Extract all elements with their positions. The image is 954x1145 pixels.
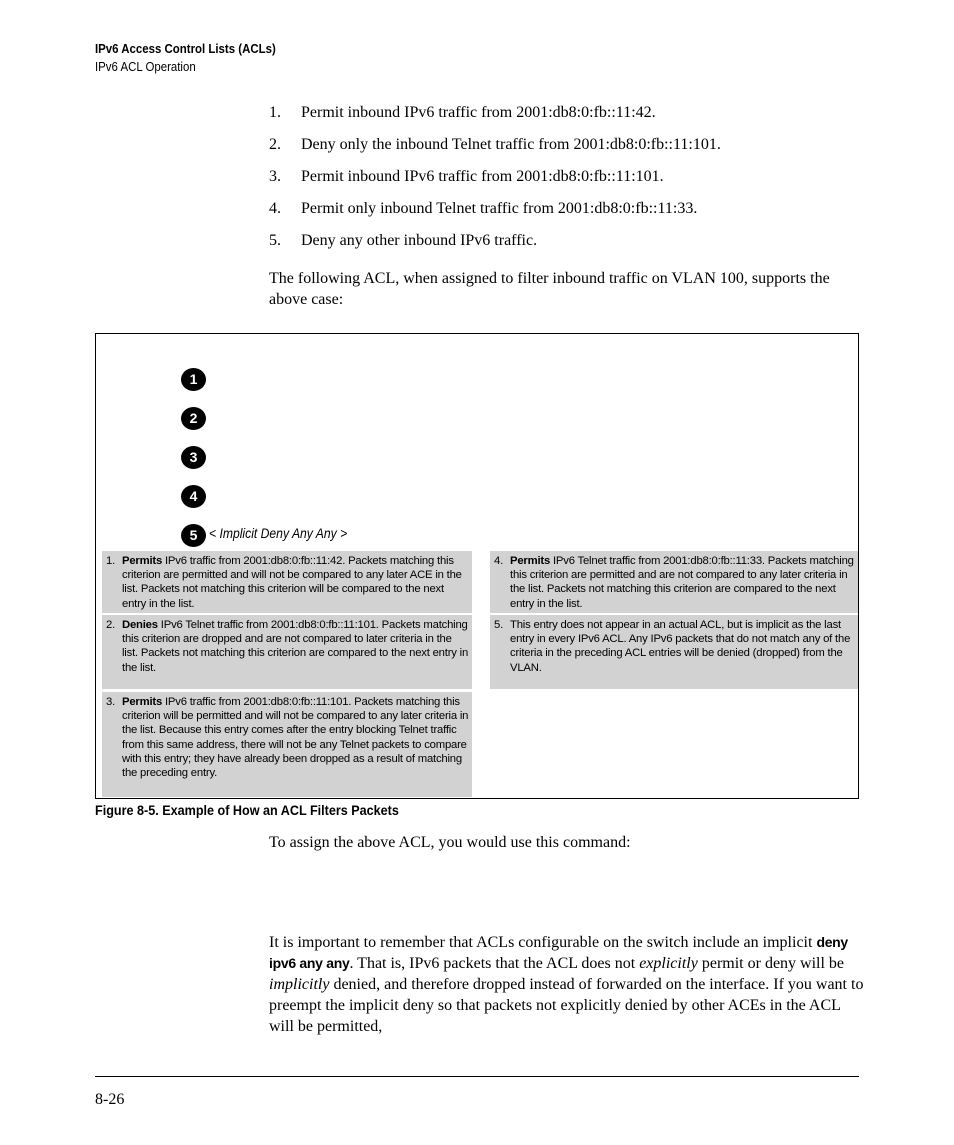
note-body: This entry does not appear in an actual ACL, but is implicit as the last entry in every IPv6 ACL. Any IPv6 packets that do not match any of the criteria in the preceding ACL entries will be denied (dropped) from the VLAN. bbox=[510, 619, 851, 674]
footer-divider bbox=[95, 1076, 859, 1077]
steps-list bbox=[269, 104, 869, 264]
note-body: IPv6 Telnet traffic from 2001:db8:0:fb::11:33. Packets matching this criterion are permitted and are not compared to any later criteria in the list. Packets not matching this criterion are compared to the next entry in the list. bbox=[510, 555, 854, 610]
entry-badge-3: 3 bbox=[181, 446, 206, 469]
closing-text-4: denied, and therefore dropped instead of forwarded on the interface. If you want to preempt the implicit deny so that packets not explicitly denied by other ACEs in the ACL will be permitted, bbox=[269, 976, 864, 1035]
note-text bbox=[510, 554, 856, 611]
entry-badge-2: 2 bbox=[181, 407, 206, 430]
step-number: 3. bbox=[269, 168, 281, 185]
note-body: IPv6 Telnet traffic from 2001:db8:0:fb::11:101. Packets matching this criterion are dropped and are not compared to later criteria in the list. Packets not matching this criterion are compared to the next entry in the list. bbox=[122, 619, 469, 674]
entry-badge-5: 5 bbox=[181, 524, 206, 547]
note-text bbox=[122, 618, 470, 675]
step-number: 5. bbox=[269, 232, 281, 249]
running-header-title: IPv6 Access Control Lists (ACLs) bbox=[95, 41, 276, 56]
note-keyword: Permits bbox=[122, 555, 163, 567]
note-box-1 bbox=[102, 551, 472, 613]
list-item bbox=[269, 104, 869, 136]
step-number: 4. bbox=[269, 200, 281, 217]
note-box-3 bbox=[102, 692, 472, 797]
step-text: Permit only inbound Telnet traffic from 2001:db8:0:fb::11:33. bbox=[301, 200, 698, 217]
note-number: 5. bbox=[494, 619, 504, 631]
list-item bbox=[269, 232, 869, 264]
note-box-4 bbox=[490, 551, 858, 613]
entry-badge-1: 1 bbox=[181, 368, 206, 391]
acl-figure bbox=[95, 333, 859, 799]
step-number: 1. bbox=[269, 104, 281, 121]
closing-command-bold: deny ipv6 any any bbox=[269, 934, 848, 971]
entry-badge-4: 4 bbox=[181, 485, 206, 508]
closing-text-3: permit or deny will be bbox=[697, 955, 845, 972]
command-paragraph: To assign the above ACL, you would use this command: bbox=[269, 834, 631, 851]
note-keyword: Denies bbox=[122, 619, 158, 631]
figure-caption: Figure 8-5. Example of How an ACL Filters Packets bbox=[95, 802, 399, 818]
step-text: Permit inbound IPv6 traffic from 2001:db8:0:fb::11:101. bbox=[301, 168, 664, 185]
closing-italic-explicitly: explicitly bbox=[639, 955, 698, 972]
note-number: 1. bbox=[106, 555, 116, 567]
page-number: 8-26 bbox=[95, 1091, 125, 1108]
note-keyword: Permits bbox=[122, 696, 163, 708]
note-text bbox=[122, 554, 470, 611]
closing-text-2: . That is, IPv6 packets that the ACL does not bbox=[349, 955, 640, 972]
implicit-deny-label: < Implicit Deny Any Any > bbox=[209, 526, 348, 541]
note-number: 3. bbox=[106, 696, 116, 708]
step-number: 2. bbox=[269, 136, 281, 153]
list-item bbox=[269, 168, 869, 200]
closing-text-1: It is important to remember that ACLs configurable on the switch include an implicit bbox=[269, 934, 817, 951]
note-body: IPv6 traffic from 2001:db8:0:fb::11:42. Packets matching this criterion are permitted and will not be compared to any later ACE in the list. Packets not matching this criterion will be compared to the next entry in the list. bbox=[122, 555, 462, 610]
step-text: Deny any other inbound IPv6 traffic. bbox=[301, 232, 538, 249]
note-number: 4. bbox=[494, 555, 504, 567]
note-body: IPv6 traffic from 2001:db8:0:fb::11:101. Packets matching this criterion will be permitted and will not be compared to any later criteria in the list. Because this entry comes after the entry blocking Telnet traffic from this same address, there will not be any Telnet packets to compare with this entry; they have already been dropped as a result of matching the preceding entry. bbox=[122, 696, 469, 780]
list-item bbox=[269, 200, 869, 232]
note-box-2 bbox=[102, 615, 472, 689]
running-header-subtitle: IPv6 ACL Operation bbox=[95, 59, 196, 74]
closing-paragraph bbox=[269, 932, 869, 1037]
note-text bbox=[122, 695, 470, 780]
closing-italic-implicitly: implicitly bbox=[269, 976, 330, 993]
note-keyword: Permits bbox=[510, 555, 551, 567]
note-text bbox=[510, 618, 856, 675]
note-number: 2. bbox=[106, 619, 116, 631]
note-box-5 bbox=[490, 615, 858, 689]
step-text: Deny only the inbound Telnet traffic from 2001:db8:0:fb::11:101. bbox=[301, 136, 721, 153]
step-text: Permit inbound IPv6 traffic from 2001:db8:0:fb::11:42. bbox=[301, 104, 656, 121]
list-item bbox=[269, 136, 869, 168]
intro-paragraph: The following ACL, when assigned to filter inbound traffic on VLAN 100, supports the above case: bbox=[269, 270, 830, 308]
